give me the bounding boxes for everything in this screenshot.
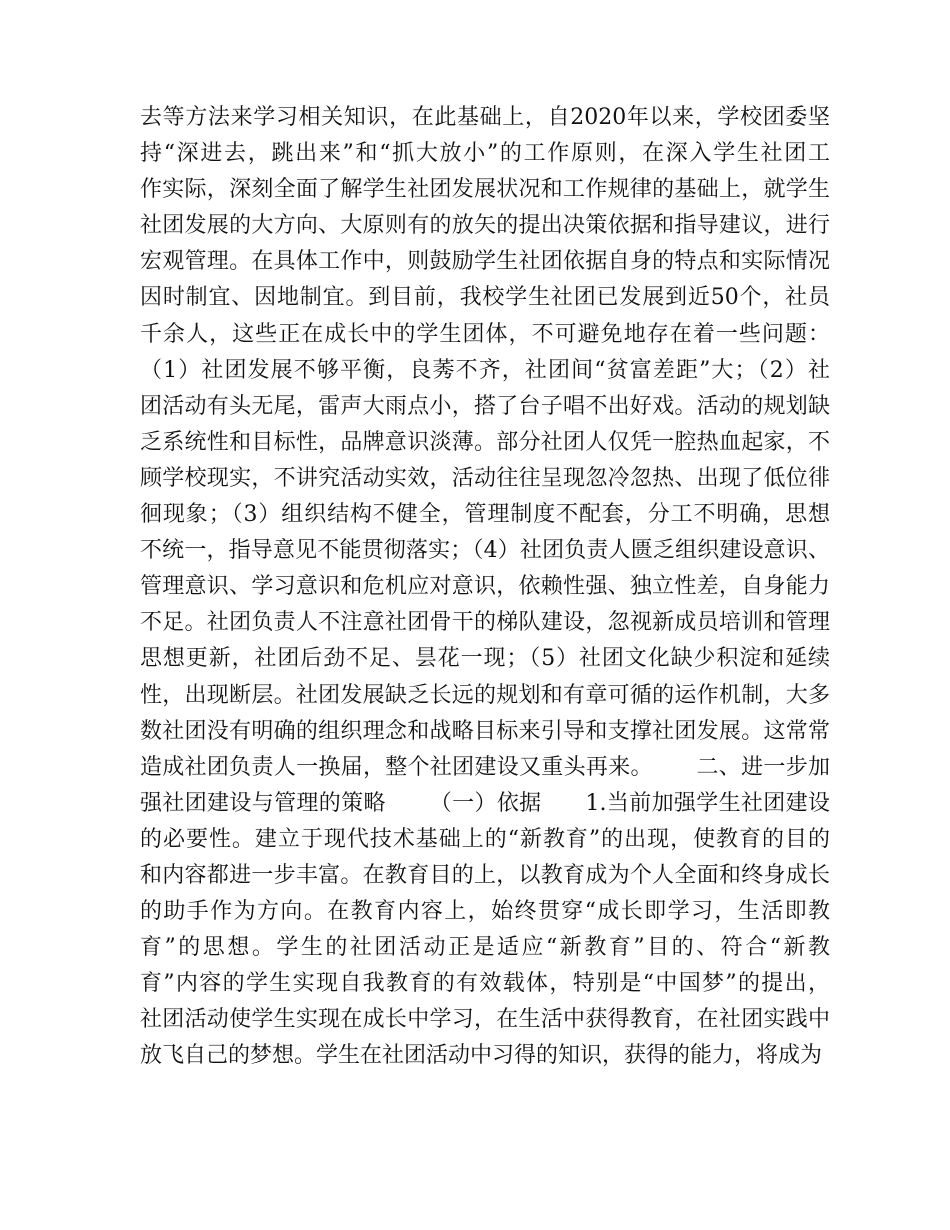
text-line-22: 和内容都进一步丰富。在教育目的上，以教育成为个人全面和终身成长 — [140, 862, 830, 888]
body-text — [140, 100, 830, 1075]
text-line-9: 团活动有头无尾，雷声大雨点小，搭了台子唱不出好戏。活动的规划缺 — [140, 393, 830, 419]
text-line-23: 的助手作为方向。在教育内容上，始终贯穿“成长即学习，生活即教 — [140, 899, 830, 925]
text-line-1: 去等方法来学习相关知识，在此基础上，自2020年以来，学校团委坚 — [140, 105, 830, 130]
text-line-2: 持“深进去，跳出来”和“抓大放小”的工作原则，在深入学生社团工 — [140, 141, 830, 167]
text-line-11: 顾学校现实，不讲究活动实效，活动往往呈现忽冷忽热、出现了低位徘 — [140, 465, 830, 491]
text-line-16: 思想更新，社团后劲不足、昙花一现；（5）社团文化缺少积淀和延续 — [140, 646, 830, 672]
text-line-3: 作实际，深刻全面了解学生社团发展状况和工作规律的基础上，就学生 — [140, 177, 830, 203]
text-line-10: 乏系统性和目标性，品牌意识淡薄。部分社团人仅凭一腔热血起家，不 — [140, 429, 830, 455]
text-line-26: 社团活动使学生实现在成长中学习，在生活中获得教育，在社团实践中 — [140, 1007, 830, 1033]
text-line-25: 育”内容的学生实现自我教育的有效载体，特别是“中国梦”的提出， — [140, 971, 830, 997]
text-line-24: 育”的思想。学生的社团活动正是适应“新教育”目的、符合“新教 — [140, 935, 830, 961]
text-line-8: （1）社团发展不够平衡，良莠不齐，社团间“贫富差距”大；（2）社 — [140, 357, 830, 383]
text-line-15: 不足。社团负责人不注意社团骨干的梯队建设，忽视新成员培训和管理 — [140, 610, 830, 636]
text-line-21: 的必要性。建立于现代技术基础上的“新教育”的出现，使教育的目的 — [140, 826, 830, 852]
text-line-5: 宏观管理。在具体工作中，则鼓励学生社团依据自身的特点和实际情况 — [140, 249, 830, 275]
text-line-4: 社团发展的大方向、大原则有的放矢的提出决策依据和指导建议，进行 — [140, 213, 830, 239]
text-line-12: 徊现象；（3）组织结构不健全，管理制度不配套，分工不明确，思想 — [140, 502, 830, 528]
text-line-6: 因时制宜、因地制宜。到目前，我校学生社团已发展到近50个，社员 — [140, 285, 830, 311]
text-line-18: 数社团没有明确的组织理念和战略目标来引导和支撑社团发展。这常常 — [140, 718, 830, 744]
text-line-20: 强社团建设与管理的策略 （一）依据 1.当前加强学生社团建设 — [140, 790, 830, 816]
text-line-17: 性，出现断层。社团发展缺乏长远的规划和有章可循的运作机制，大多 — [140, 682, 830, 708]
text-line-13: 不统一，指导意见不能贯彻落实；（4）社团负责人匮乏组织建设意识、 — [140, 538, 830, 564]
text-line-7: 千余人，这些正在成长中的学生团体，不可避免地存在着一些问题： — [140, 321, 830, 347]
text-line-14: 管理意识、学习意识和危机应对意识，依赖性强、独立性差，自身能力 — [140, 574, 830, 600]
text-line-27: 放飞自己的梦想。学生在社团活动中习得的知识，获得的能力，将成为 — [140, 1043, 823, 1069]
text-line-19: 造成社团负责人一换届，整个社团建设又重头再来。 二、进一步加 — [140, 754, 830, 780]
